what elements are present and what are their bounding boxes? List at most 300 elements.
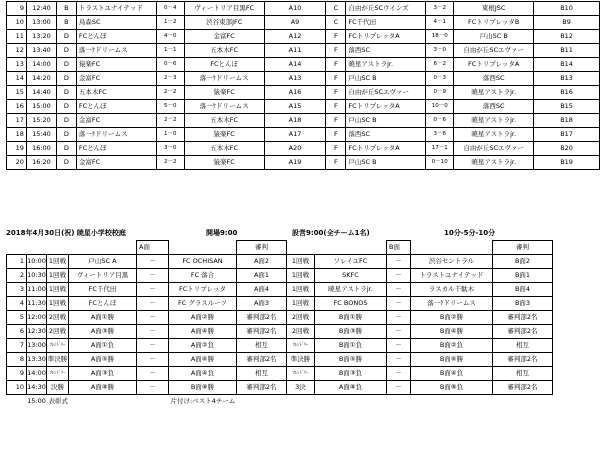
away-team: B面⑧勝 [169, 381, 237, 395]
referee: A20 [264, 142, 326, 156]
table-row [7, 297, 553, 311]
referee: A面2 [237, 255, 287, 269]
kickoff-time: 16:00 [26, 142, 56, 156]
round-label: ﾌﾚﾝﾄﾞﾘｰ [287, 339, 315, 353]
away-team: B面⑧負 [411, 381, 493, 395]
kickoff-time: 13:00 [27, 339, 47, 353]
home-team: 戸山SC B [346, 114, 426, 128]
match-number: 7 [7, 339, 27, 353]
versus-mark: － [137, 353, 169, 367]
referee: 審判部2名 [493, 381, 553, 395]
away-team: B面⑥勝 [411, 353, 493, 367]
referee-header-a: 審判 [237, 241, 287, 255]
referee: A19 [264, 156, 326, 170]
versus-mark: － [137, 255, 169, 269]
match-number: 9 [7, 367, 27, 381]
court-label: D [56, 44, 76, 58]
versus-mark: － [137, 269, 169, 283]
court-label: F [326, 142, 346, 156]
away-team: 落西SC [454, 72, 534, 86]
score: 3－6 [426, 128, 454, 142]
kickoff-time: 11:00 [27, 283, 47, 297]
table-row [7, 114, 600, 128]
away-team: ラスカル千駄木 [411, 283, 493, 297]
away-team: 渋谷セントラル [411, 255, 493, 269]
kickoff-time: 14:30 [27, 381, 47, 395]
table-row [7, 128, 600, 142]
away-team: A面④負 [169, 367, 237, 381]
table-row [7, 283, 553, 297]
referee: B16 [534, 86, 600, 100]
home-team: A面③勝 [69, 325, 137, 339]
home-team: 金富FC [76, 156, 156, 170]
match-number: 14 [7, 72, 27, 86]
kickoff-time: 15:00 [26, 100, 56, 114]
score: 5－0 [156, 100, 184, 114]
round-label: 1回戦 [47, 255, 69, 269]
match-number: 2 [7, 269, 27, 283]
away-team: FC OCHISAN [169, 255, 237, 269]
home-team: 暁星アストラjr. [346, 58, 426, 72]
round-label: 2回戦 [47, 311, 69, 325]
kickoff-time: 12:40 [26, 2, 56, 16]
match-format: 10分-5分-10分 [444, 229, 496, 237]
round-label: 1回戦 [287, 297, 315, 311]
table-row [7, 58, 600, 72]
away-team: A面②勝 [169, 311, 237, 325]
home-team: 猿楽FC [76, 58, 156, 72]
home-team: 金富FC [76, 72, 156, 86]
away-team: A面⑥勝 [169, 353, 237, 367]
home-team: 戸山SC A [69, 255, 137, 269]
referee: 審判部2名 [237, 353, 287, 367]
round-label: 1回戦 [287, 269, 315, 283]
kickoff-time: 15:20 [26, 114, 56, 128]
versus-mark: － [387, 367, 411, 381]
score: 10－0 [426, 100, 454, 114]
court-label: D [56, 30, 76, 44]
referee: 審判部2名 [237, 311, 287, 325]
kickoff-time: 10:00 [27, 255, 47, 269]
home-team: 落西SC [346, 44, 426, 58]
court-label: F [326, 86, 346, 100]
court-label: B [56, 16, 76, 30]
away-team: A面②負 [169, 339, 237, 353]
court-header-row [7, 241, 553, 255]
court-label: D [56, 114, 76, 128]
versus-mark: － [387, 353, 411, 367]
away-team: 落一ｹドリームス [411, 297, 493, 311]
score: 6－2 [426, 58, 454, 72]
court-label: F [326, 58, 346, 72]
table-row [7, 339, 553, 353]
referee: A9 [264, 16, 326, 30]
referee: 審判部2名 [237, 325, 287, 339]
home-team: FC千代田 [69, 283, 137, 297]
match-number: 20 [7, 156, 27, 170]
home-team: B面③勝 [315, 325, 387, 339]
table-row [7, 86, 600, 100]
referee: A17 [264, 128, 326, 142]
away-team: FCとんぼ [184, 58, 264, 72]
setup-note: 設営9:00(全チーム1名) [292, 229, 370, 237]
score: 18－0 [426, 30, 454, 44]
kickoff-time: 13:40 [26, 44, 56, 58]
score: 4－0 [156, 30, 184, 44]
round-label: 1回戦 [287, 255, 315, 269]
score: 2－2 [156, 156, 184, 170]
match-number: 17 [7, 114, 27, 128]
away-team: B面④負 [411, 367, 493, 381]
versus-mark: － [137, 283, 169, 297]
home-team: FCとんぼ [69, 297, 137, 311]
home-team: FCトリプレッタA [346, 30, 426, 44]
round-label: ﾌﾚﾝﾄﾞﾘｰ [47, 339, 69, 353]
match-number: 16 [7, 100, 27, 114]
court-label: C [326, 2, 346, 16]
home-team: 戸山SC B [346, 72, 426, 86]
referee: B13 [534, 72, 600, 86]
match-number: 18 [7, 128, 27, 142]
referee: A14 [264, 58, 326, 72]
table-row [7, 255, 553, 269]
referee: B15 [534, 100, 600, 114]
away-team: 暁星アストラjr. [454, 86, 534, 100]
referee: A16 [264, 86, 326, 100]
court-label: D [56, 72, 76, 86]
home-team: 落西SC [346, 128, 426, 142]
referee: B18 [534, 114, 600, 128]
score: 4－1 [426, 16, 454, 30]
home-team: FCとんぼ [76, 100, 156, 114]
court-label: C [326, 16, 346, 30]
home-team: ヴィートリア目黒 [69, 269, 137, 283]
away-team: 猿楽FC [184, 86, 264, 100]
away-team: B面②負 [411, 339, 493, 353]
away-team: FC グラスルーツ [169, 297, 237, 311]
court-label: D [56, 86, 76, 100]
referee: B19 [534, 156, 600, 170]
score: 1－1 [156, 44, 184, 58]
referee: 審判部2名 [493, 353, 553, 367]
round-label: 2回戦 [287, 325, 315, 339]
away-team: FCトリプレッタ [169, 283, 237, 297]
score: 0－3 [426, 72, 454, 86]
match-number: 8 [7, 353, 27, 367]
home-team: SKFC [315, 269, 387, 283]
away-team: ヴィートリア目黒FC [184, 2, 264, 16]
home-team: FCとんぼ [76, 142, 156, 156]
referee: A18 [264, 114, 326, 128]
table-row [7, 311, 553, 325]
away-team: B面②勝 [411, 311, 493, 325]
round-label: 3決 [287, 381, 315, 395]
away-team: 暁星アストラjr. [454, 114, 534, 128]
match-number: 11 [7, 30, 27, 44]
away-team: 暁星アストラjr. [454, 128, 534, 142]
kickoff-time: 14:20 [26, 72, 56, 86]
versus-mark: － [137, 367, 169, 381]
home-team: FC千代田 [346, 16, 426, 30]
home-team: 落一ｹドリームス [76, 128, 156, 142]
home-team: FCとんぼ [76, 30, 156, 44]
referee: B面4 [493, 283, 553, 297]
home-team: FCトリプレッタA [346, 100, 426, 114]
kickoff-time: 12:30 [27, 325, 47, 339]
home-team: 烏森SC [76, 16, 156, 30]
ceremony-time: 15:00 [27, 397, 46, 405]
referee: A10 [264, 2, 326, 16]
away-team: FCトリプレッタA [454, 58, 534, 72]
versus-mark: － [137, 297, 169, 311]
score: 3－0 [426, 44, 454, 58]
versus-mark: － [387, 269, 411, 283]
home-team: FCトリプレッタA [346, 142, 426, 156]
table-row [7, 72, 600, 86]
score: 2－2 [156, 114, 184, 128]
versus-mark: － [387, 339, 411, 353]
home-team: B面③負 [315, 367, 387, 381]
home-team: A面①負 [69, 339, 137, 353]
court-label: F [326, 44, 346, 58]
court-label: F [326, 156, 346, 170]
court-label: F [326, 114, 346, 128]
kickoff-time: 14:40 [26, 86, 56, 100]
referee: A面1 [237, 269, 287, 283]
table-row [7, 142, 600, 156]
referee: 審判部2名 [493, 311, 553, 325]
referee-header-b: 審判 [493, 241, 553, 255]
away-team: 自由が丘SCエヴァー [454, 44, 534, 58]
table-row [7, 2, 600, 16]
versus-mark: － [387, 311, 411, 325]
kickoff-time: 14:00 [27, 367, 47, 381]
score: 2－3 [156, 72, 184, 86]
away-team: 五本木FC [184, 142, 264, 156]
score: 3－0 [156, 142, 184, 156]
referee: A11 [264, 44, 326, 58]
round-label: ﾌﾚﾝﾄﾞﾘｰ [287, 367, 315, 381]
away-team: 戸山SC B [454, 30, 534, 44]
score: 17－1 [426, 142, 454, 156]
table-row [7, 381, 553, 395]
round-label: 決勝 [47, 381, 69, 395]
court-label: B [56, 2, 76, 16]
kickoff-time: 13:00 [26, 16, 56, 30]
away-team: FC 落合 [169, 269, 237, 283]
round-label: ﾌﾚﾝﾄﾞﾘｰ [47, 367, 69, 381]
home-team: A面⑧勝 [69, 381, 137, 395]
away-team: トラストユナイテッド [411, 269, 493, 283]
table-row [7, 156, 600, 170]
kickoff-time: 15:40 [26, 128, 56, 142]
kickoff-time: 16:20 [26, 156, 56, 170]
away-team: 暁星アストラjr. [454, 156, 534, 170]
referee: B20 [534, 142, 600, 156]
away-team: 東根JSC [454, 2, 534, 16]
referee: B12 [534, 30, 600, 44]
away-team: 自由が丘SCエヴァー [454, 142, 534, 156]
referee: 審判部2名 [237, 381, 287, 395]
court-label: D [56, 128, 76, 142]
versus-mark: － [387, 297, 411, 311]
away-team: 落西SC [454, 100, 534, 114]
referee: B9 [534, 16, 600, 30]
table-row [7, 30, 600, 44]
referee: A13 [264, 72, 326, 86]
ceremony-label: 表彰式 [48, 397, 68, 405]
referee: B10 [534, 2, 600, 16]
home-team: A面⑤勝 [69, 353, 137, 367]
home-team: B面⑤勝 [315, 353, 387, 367]
home-team: 戸山SC B [346, 156, 426, 170]
match-number: 15 [7, 86, 27, 100]
match-number: 9 [7, 2, 27, 16]
match-number: 1 [7, 255, 27, 269]
home-team: 落一ｹドリームス [76, 44, 156, 58]
referee: A面3 [237, 297, 287, 311]
away-team: 五本木FC [184, 114, 264, 128]
score: 0－6 [426, 114, 454, 128]
court-a-header: A面 [137, 241, 169, 255]
versus-mark: － [137, 311, 169, 325]
footer-row [7, 395, 553, 409]
court-label: D [56, 142, 76, 156]
match-number: 5 [7, 311, 27, 325]
table-row [7, 367, 553, 381]
table-row [7, 325, 553, 339]
score: 3－2 [426, 2, 454, 16]
versus-mark: － [137, 381, 169, 395]
score: 1－2 [156, 16, 184, 30]
away-team: 渋谷東部JFC [184, 16, 264, 30]
table-row [7, 44, 600, 58]
court-label: F [326, 72, 346, 86]
round-label: 1回戦 [287, 283, 315, 297]
referee: A12 [264, 30, 326, 44]
round-label: 準決勝 [47, 353, 69, 367]
round-label: 1回戦 [47, 269, 69, 283]
referee: B面1 [493, 269, 553, 283]
opening-time: 開場9:00 [206, 229, 238, 237]
score: 1－0 [156, 128, 184, 142]
referee: 相互 [237, 367, 287, 381]
kickoff-time: 13:30 [27, 353, 47, 367]
referee: B14 [534, 58, 600, 72]
home-team: トラストユナイテッド [76, 2, 156, 16]
match-number: 3 [7, 283, 27, 297]
away-team: 猿楽FC [184, 128, 264, 142]
versus-mark: － [137, 325, 169, 339]
match-number: 12 [7, 44, 27, 58]
score: 2－2 [156, 86, 184, 100]
referee: 審判部2名 [493, 325, 553, 339]
away-team: 猿楽FC [184, 156, 264, 170]
referee: A15 [264, 100, 326, 114]
versus-mark: － [387, 255, 411, 269]
referee: A面4 [237, 283, 287, 297]
referee: 相互 [493, 367, 553, 381]
away-team: B面④勝 [411, 325, 493, 339]
away-team: 落一ｹドリームス [184, 72, 264, 86]
table-row [7, 100, 600, 114]
home-team: B面①負 [315, 339, 387, 353]
cleanup-note: 片付け:ベスト4チーム [170, 397, 236, 405]
round-label: 2回戦 [287, 311, 315, 325]
tournament-date-venue: 2018年4月30日(祝) 暁星小学校校庭 [6, 229, 126, 237]
court-label: D [56, 100, 76, 114]
match-number: 19 [7, 142, 27, 156]
home-team: ソレイユFC [315, 255, 387, 269]
round-label: 1回戦 [47, 283, 69, 297]
table-row [7, 269, 553, 283]
kickoff-time: 12:00 [27, 311, 47, 325]
away-team: 落一ｹドリームス [184, 100, 264, 114]
group-stage-table [6, 1, 600, 170]
table-row [7, 16, 600, 30]
home-team: 暁星アストラjr. [315, 283, 387, 297]
away-team: FCトリプレッタB [454, 16, 534, 30]
round-label: 準決勝 [287, 353, 315, 367]
versus-mark: － [387, 381, 411, 395]
match-number: 10 [7, 16, 27, 30]
versus-mark: － [137, 339, 169, 353]
score: 0－4 [156, 2, 184, 16]
match-number: 6 [7, 325, 27, 339]
court-label: F [326, 30, 346, 44]
home-team: 自由が丘SCウインズ [346, 2, 426, 16]
away-team: 五本木FC [184, 44, 264, 58]
home-team: 五本木FC [76, 86, 156, 100]
knockout-table [6, 240, 553, 408]
court-label: D [56, 156, 76, 170]
referee: 相互 [237, 339, 287, 353]
home-team: 自由が丘SCエヴァー [346, 86, 426, 100]
score: 0－10 [426, 156, 454, 170]
referee: B面2 [493, 255, 553, 269]
home-team: 金富FC [76, 114, 156, 128]
round-label: 1回戦 [47, 297, 69, 311]
score: 0－9 [426, 86, 454, 100]
home-team: A面①勝 [69, 311, 137, 325]
match-number: 10 [7, 381, 27, 395]
home-team: FC BONOS [315, 297, 387, 311]
kickoff-time: 10:30 [27, 269, 47, 283]
court-label: F [326, 100, 346, 114]
kickoff-time: 13:20 [26, 30, 56, 44]
away-team: 金富FC [184, 30, 264, 44]
court-b-header: B面 [387, 241, 411, 255]
home-team: A面③負 [69, 367, 137, 381]
court-label: D [56, 58, 76, 72]
table-row [7, 353, 553, 367]
home-team: B面①勝 [315, 311, 387, 325]
referee: B17 [534, 128, 600, 142]
match-number: 4 [7, 297, 27, 311]
versus-mark: － [387, 325, 411, 339]
court-label: F [326, 128, 346, 142]
referee: 相互 [493, 339, 553, 353]
home-team: A面⑧負 [315, 381, 387, 395]
versus-mark: － [387, 283, 411, 297]
kickoff-time: 11:30 [27, 297, 47, 311]
kickoff-time: 14:00 [26, 58, 56, 72]
referee: B面3 [493, 297, 553, 311]
round-label: 2回戦 [47, 325, 69, 339]
match-number: 13 [7, 58, 27, 72]
away-team: A面④勝 [169, 325, 237, 339]
score: 0－6 [156, 58, 184, 72]
